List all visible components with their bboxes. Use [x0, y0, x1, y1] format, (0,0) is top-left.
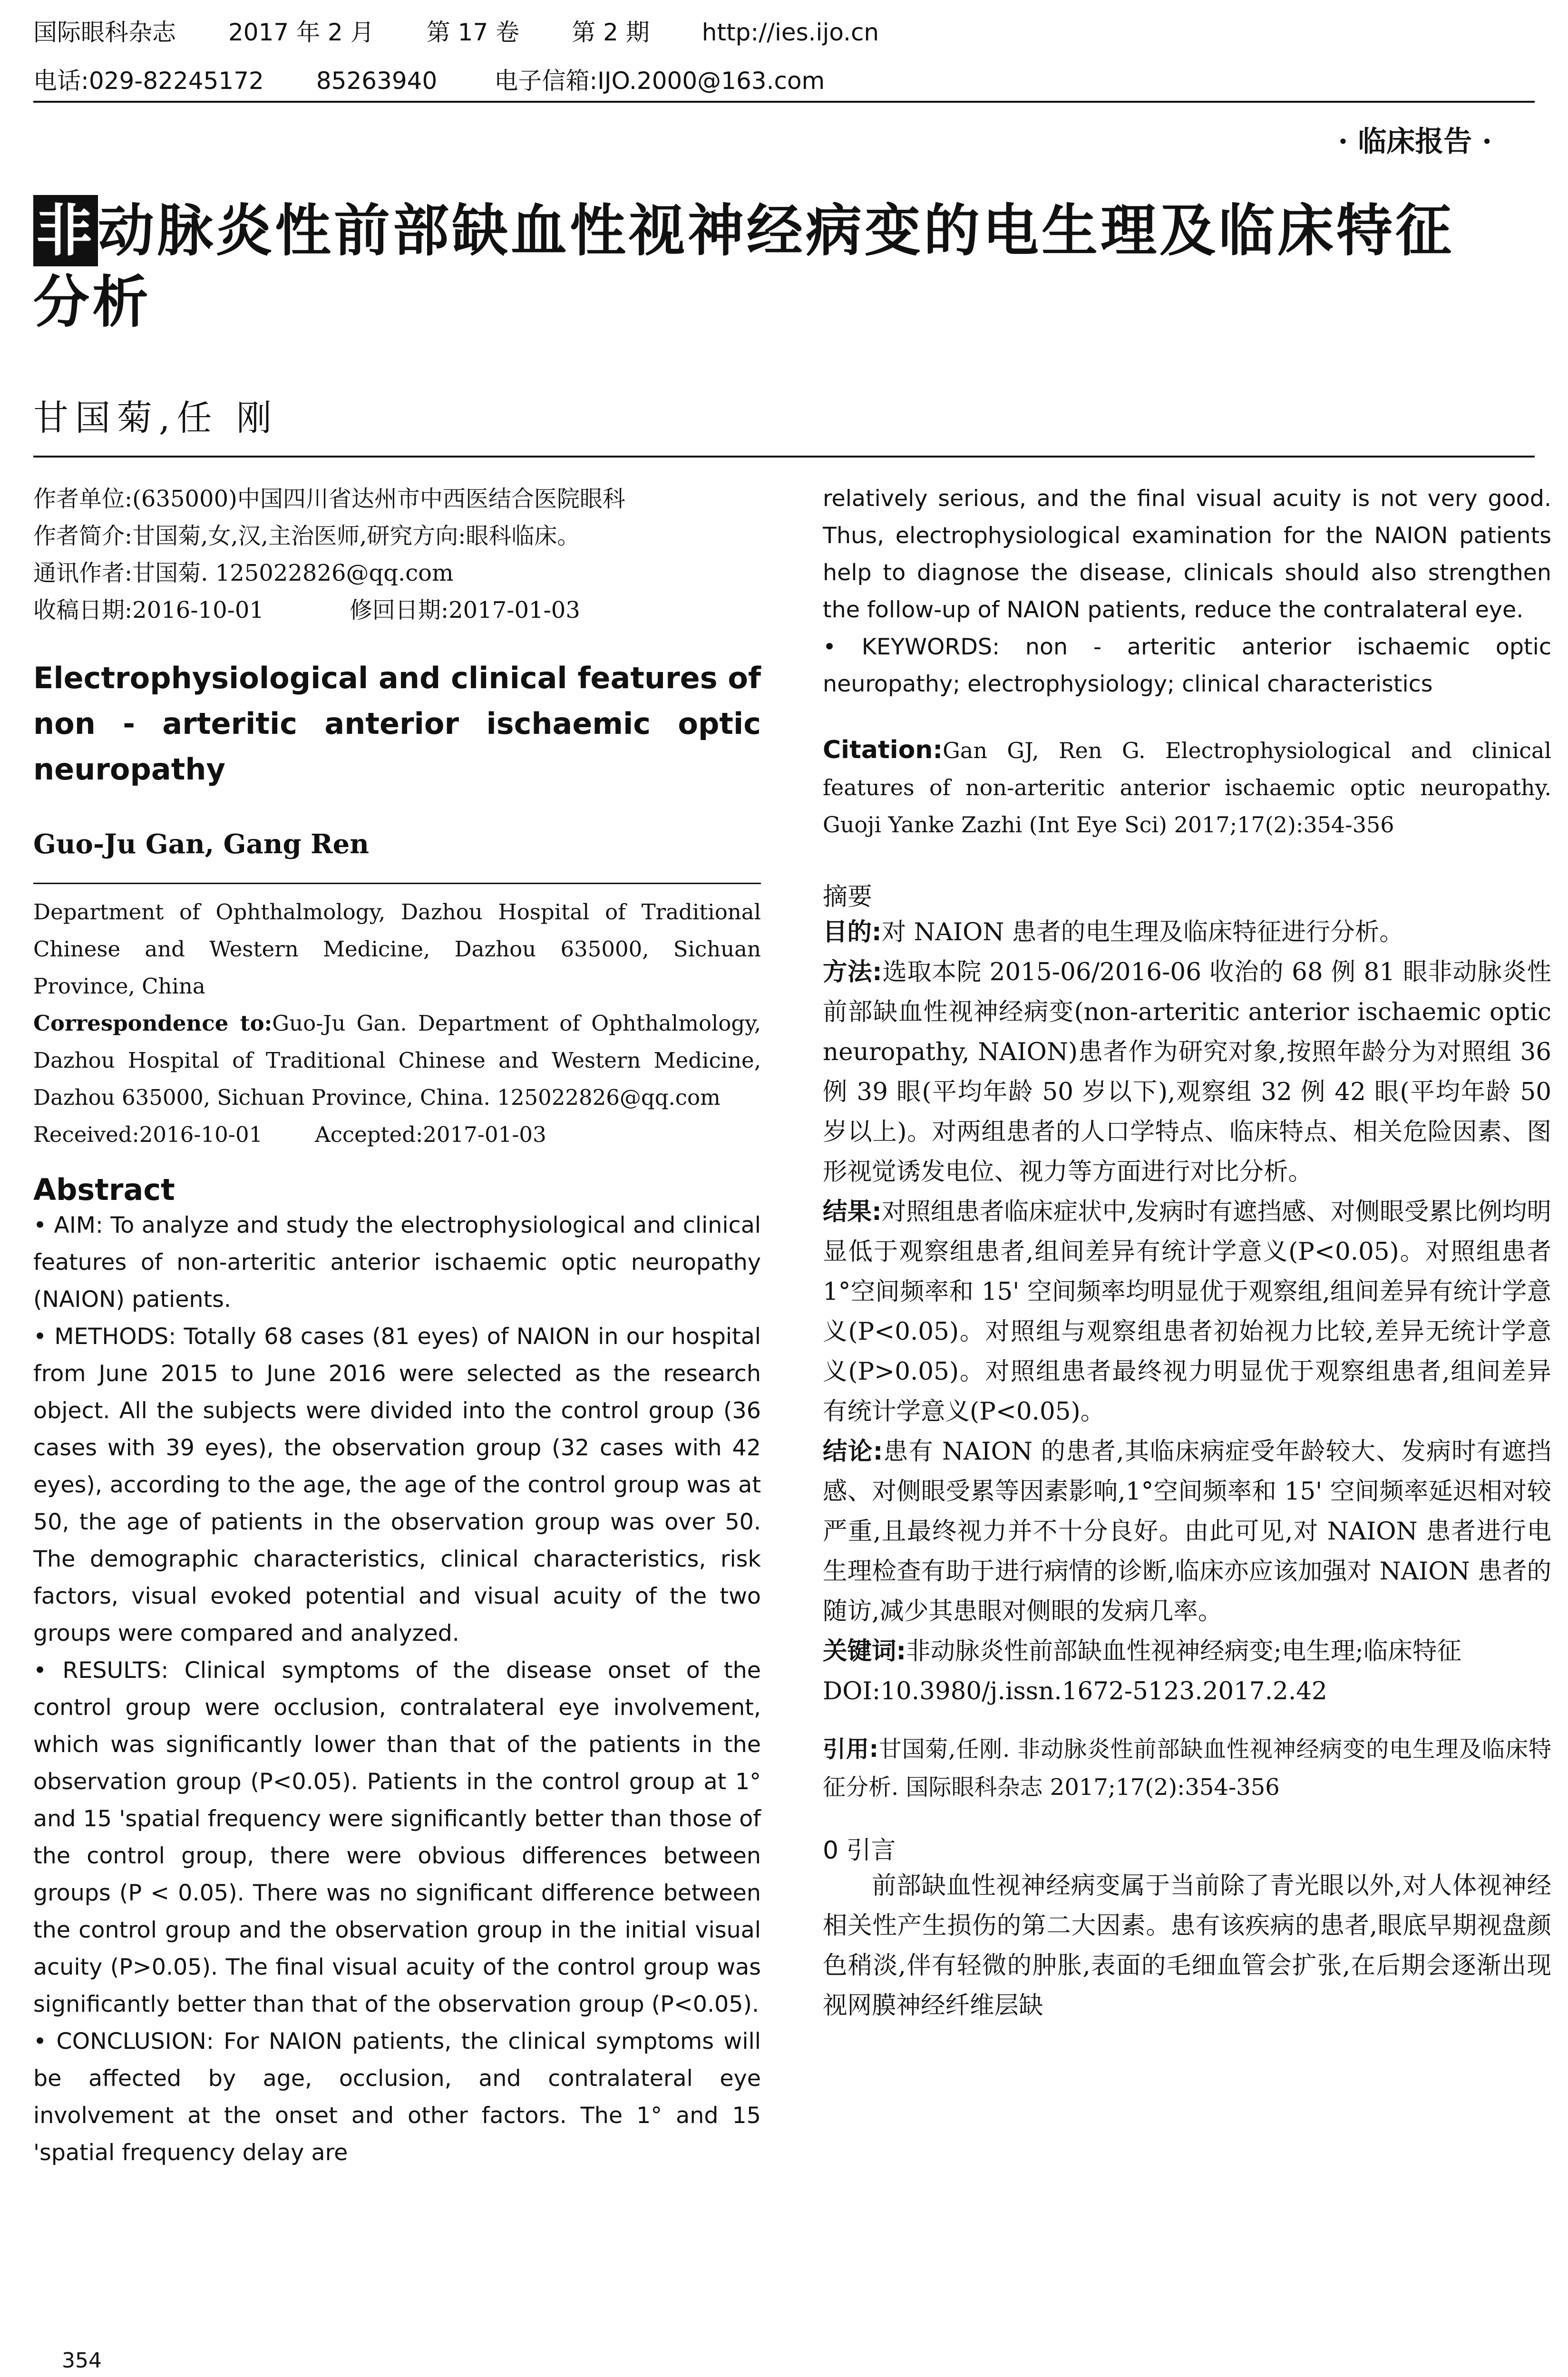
received-date-cn: 收稿日期:2016-10-01 — [33, 597, 264, 623]
cn-aim — [823, 912, 1551, 952]
author-intro: 作者简介:甘国菊,女,汉,主治医师,研究方向:眼科临床。 — [33, 523, 580, 549]
journal-url[interactable]: http://ies.ijo.cn — [701, 19, 879, 46]
dates-cn — [33, 592, 761, 629]
cn-conclusion — [823, 1432, 1551, 1631]
cn-results — [823, 1192, 1551, 1432]
corresponding-author: 通讯作者:甘国菊. 125022826@qq.com — [33, 560, 454, 586]
cn-methods — [823, 952, 1551, 1192]
cn-abstract-heading: 摘要 — [823, 883, 873, 911]
right-column — [823, 480, 1551, 2026]
abstract-aim: • AIM: To analyze and study the electrophysiological and clinical features of non-arteritic anterior ischaemic optic neuropathy (NAION) patients. — [33, 1212, 761, 1313]
volume: 第 17 卷 — [426, 19, 520, 46]
authors-cn: 甘国菊,任 刚 — [33, 398, 279, 438]
cn-citation-text: 甘国菊,任刚. 非动脉炎性前部缺血性视神经病变的电生理及临床特征分析. 国际眼科杂志 2017;17(2):354-356 — [823, 1736, 1551, 1801]
cn-keywords — [823, 1631, 1551, 1671]
cn-keywords-text: 非动脉炎性前部缺血性视神经病变;电生理;临床特征 — [906, 1637, 1461, 1666]
authors-divider — [33, 883, 761, 884]
left-column — [33, 480, 761, 2172]
correspondence — [33, 1005, 761, 1116]
english-title: Electrophysiological and clinical features of non - arteritic anterior ischaemic optic neuropathy — [33, 661, 761, 787]
received-date-en: Received:2016-10-01 — [33, 1122, 263, 1147]
phone: 电话:029-82245172 — [33, 67, 264, 95]
phone-2: 85263940 — [316, 67, 438, 95]
article-title — [33, 195, 1535, 338]
author-unit: 作者单位:(635000)中国四川省达州市中西医结合医院眼科 — [33, 486, 625, 512]
cn-aim-text: 对 NAION 患者的电生理及临床特征进行分析。 — [881, 918, 1404, 946]
affiliation — [33, 894, 761, 1153]
accepted-date-en: Accepted:2017-01-03 — [315, 1122, 546, 1147]
cn-results-text: 对照组患者临床症状中,发病时有遮挡感、对侧眼受累比例均明显低于观察组患者,组间差异有统计学意义(P<0.05)。对照组患者 1°空间频率和 15' 空间频率均明显优于观察组,组间差异有统计学意义(P<0.05)。对照组与观察组患者初始视力比较,差异无统计学意义(P>0.05)。对照组患者最终视力明显优于观察组患者,组间差异有统计学意义(P<0.05)。 — [823, 1198, 1551, 1426]
intro-heading: 0 引言 — [823, 1836, 896, 1865]
journal-header — [33, 13, 1535, 108]
citation-text: Gan GJ, Ren G. Electrophysiological and clinical features of non-arteritic anterior ischaemic optic neuropathy. Guoji Yanke Zazhi (Int Eye Sci) 2017;17(2):354-356 — [823, 738, 1551, 838]
abstract-results: • RESULTS: Clinical symptoms of the disease onset of the control group were occlusion, contralateral eye involvement, which was significantly lower than that of the patients in the observation group (P<0.05). Patients in the control group at 1° and 15 'spatial frequency were significantly better than those of the control group, there were obvious differences between groups (P < 0.05). There was no significant difference between the control group and the observation group in the initial visual acuity (P>0.05). The final visual acuity of the control group was significantly better than that of the observation group (P<0.05). — [33, 1657, 761, 2017]
abstract-conclusion-continued: relatively serious, and the final visual acuity is not very good. Thus, electrophysiological examination for the NAION patients help to diagnose the disease, clinicals should also strengthen the follow-up of NAION patients, reduce the contralateral eye. — [823, 486, 1551, 623]
citation — [823, 731, 1551, 843]
correspondence-text: Guo-Ju Gan. Department of Ophthalmology, Dazhou Hospital of Traditional Chinese and Western Medicine, Dazhou 635000, Sichuan Province, China. 125022826@qq.com — [33, 1011, 761, 1110]
correspondence-label: Correspondence to: — [33, 1011, 273, 1036]
header-line-1 — [33, 13, 931, 48]
abstract-heading: Abstract — [33, 1172, 175, 1207]
page-number: 354 — [62, 2348, 102, 2373]
cn-keywords-label: 关键词: — [823, 1637, 906, 1666]
citation-label: Citation: — [823, 736, 943, 764]
cn-citation-label: 引用: — [823, 1736, 878, 1763]
title-divider — [33, 456, 1535, 458]
cn-conclusion-text: 患有 NAION 的患者,其临床病症受年龄较大、发病时有遮挡感、对侧眼受累等因素影响,1°空间频率和 15' 空间频率延迟相对较严重,且最终视力并不十分良好。由此可见,对 NAION 患者进行电生理检查有助于进行病情的诊断,临床亦应该加强对 NAION 患者的随访,减少其患眼对侧眼的发病几率。 — [823, 1437, 1551, 1626]
revised-date-cn: 修回日期:2017-01-03 — [349, 597, 580, 623]
issue-date: 2017 年 2 月 — [228, 19, 374, 46]
journal-name: 国际眼科杂志 — [33, 19, 176, 46]
abstract-methods: • METHODS: Totally 68 cases (81 eyes) of NAION in our hospital from June 2015 to June 2016 were selected as the research object. All the subjects were divided into the control group (36 cases with 39 eyes), the observation group (32 cases with 42 eyes), according to the age, the age of the control group was at 50, the age of patients in the observation group was over 50. The demographic characteristics, clinical characteristics, risk factors, visual evoked potential and visual acuity of the two groups were compared and analyzed. — [33, 1324, 761, 1646]
cn-conclusion-label: 结论: — [823, 1437, 883, 1466]
abstract-conclusion-start: • CONCLUSION: For NAION patients, the clinical symptoms will be affected by age, occlusion, and contralateral eye involvement at the onset and other factors. The 1° and 15 'spatial frequency delay are — [33, 2028, 761, 2166]
title-line-1: 动脉炎性前部缺血性视神经病变的电生理及临床特征 — [98, 198, 1455, 263]
title-line-2: 分析 — [33, 269, 152, 335]
english-authors: Guo-Ju Gan, Gang Ren — [33, 828, 370, 860]
cn-citation — [823, 1730, 1551, 1806]
abstract-keywords: • KEYWORDS: non - arteritic anterior ischaemic optic neuropathy; electrophysiology; clinical characteristics — [823, 634, 1551, 697]
cn-methods-text: 选取本院 2015-06/2016-06 收治的 68 例 81 眼非动脉炎性前部缺血性视神经病变(non-arteritic anterior ischaemic optic neuropathy, NAION)患者作为研究对象,按照年龄分为对照组 36 例 39 眼(平均年龄 50 岁以下),观察组 32 例 42 眼(平均年龄 50 岁以上)。对两组患者的人口学特点、临床特点、相关危险因素、图形视觉诱发电位、视力等方面进行对比分析。 — [823, 958, 1551, 1186]
email[interactable]: 电子信箱:IJO.2000@163.com — [494, 67, 825, 95]
cn-methods-label: 方法: — [823, 958, 882, 986]
cn-aim-label: 目的: — [823, 918, 882, 946]
issue: 第 2 期 — [572, 19, 650, 46]
affiliation-text: Department of Ophthalmology, Dazhou Hospital of Traditional Chinese and Western Medicine, Dazhou 635000, Sichuan Province, China — [33, 899, 761, 999]
doi[interactable]: DOI:10.3980/j.issn.1672-5123.2017.2.42 — [823, 1677, 1327, 1705]
title-highlight-char: 非 — [33, 195, 98, 266]
dates-en — [33, 1116, 761, 1153]
section-tag: · 临床报告 · — [1338, 125, 1492, 158]
header-divider — [33, 101, 1535, 103]
cn-results-label: 结果: — [823, 1198, 882, 1226]
header-line-2 — [33, 62, 877, 96]
intro-paragraph: 前部缺血性视神经病变属于当前除了青光眼以外,对人体视神经相关性产生损伤的第二大因素。患有该疾病的患者,眼底早期视盘颜色稍淡,伴有轻微的肿胀,表面的毛细血管会扩张,在后期会逐渐出现视网膜神经纤维层缺 — [823, 1871, 1551, 2020]
